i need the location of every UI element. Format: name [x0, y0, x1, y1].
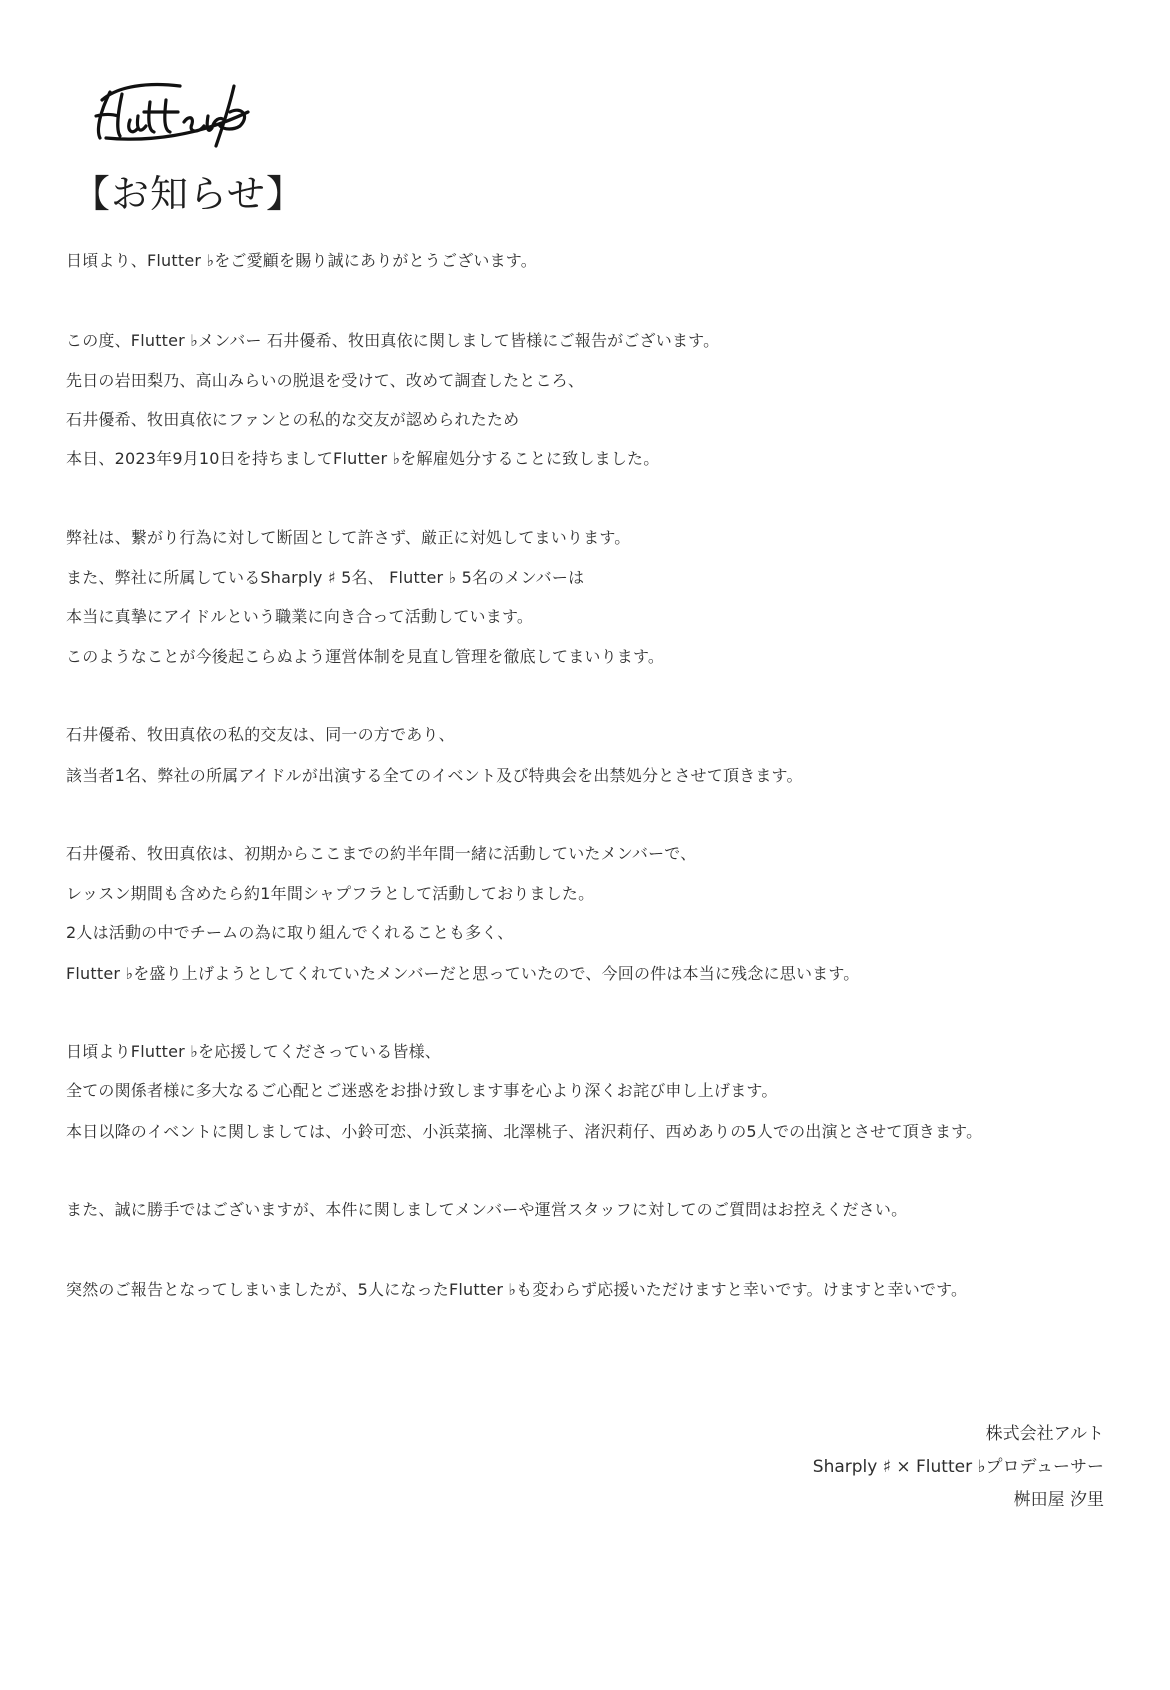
paragraph-2-line-3: 石井優希、牧田真依にファンとの私的な交友が認められたため	[66, 410, 520, 429]
notice-heading: 【お知らせ】	[72, 172, 305, 216]
paragraph-6-line-2: 全ての関係者様に多大なるご心配とご迷惑をお掛け致します事を心より深くお詫び申し上げます。	[66, 1081, 778, 1100]
paragraph-2-line-4: 本日、2023年9月10日を持ちましてFlutter ♭を解雇処分することに致しました。	[66, 449, 660, 468]
paragraph-3-line-3: 本当に真摯にアイドルという職業に向き合って活動しています。	[66, 607, 534, 626]
paragraph-6-line-1: 日頃よりFlutter ♭を応援してくださっている皆様、	[66, 1042, 441, 1061]
signature-name: 桝田屋 汐里	[1013, 1490, 1104, 1510]
paragraph-8-line-1: 突然のご報告となってしまいましたが、5人になったFlutter ♭も変わらず応援いただけますと幸いです。けますと幸いです。	[66, 1280, 968, 1299]
signature-title: Sharply ♯ × Flutter ♭プロデューサー	[812, 1457, 1104, 1477]
paragraph-5-line-4: Flutter ♭を盛り上げようとしてくれていたメンバーだと思っていたので、今回の件は本当に残念に思います。	[66, 964, 860, 983]
paragraph-6-line-3: 本日以降のイベントに関しましては、小鈴可恋、小浜菜摘、北澤桃子、渚沢莉仔、西めありの5人での出演とさせて頂きます。	[66, 1122, 983, 1141]
paragraph-5-line-3: 2人は活動の中でチームの為に取り組んでくれることも多く、	[66, 923, 514, 942]
flutter-logo	[88, 72, 258, 154]
paragraph-3-line-4: このようなことが今後起こらぬよう運営体制を見直し管理を徹底してまいります。	[66, 647, 665, 666]
paragraph-3-line-1: 弊社は、繋がり行為に対して断固として許さず、厳正に対処してまいります。	[66, 528, 631, 547]
paragraph-4-line-1: 石井優希、牧田真依の私的交友は、同一の方であり、	[66, 725, 455, 744]
paragraph-4-line-2: 該当者1名、弊社の所属アイドルが出演する全てのイベント及び特典会を出禁処分とさせて頂きます。	[66, 766, 803, 785]
paragraph-5-line-2: レッスン期間も含めたら約1年間シャプフラとして活動しておりました。	[66, 884, 595, 903]
paragraph-5-line-1: 石井優希、牧田真依は、初期からここまでの約半年間一緒に活動していたメンバーで、	[66, 844, 697, 863]
paragraph-2-line-1: この度、Flutter ♭メンバー 石井優希、牧田真依に関しまして皆様にご報告がございます。	[66, 331, 720, 350]
flutter-flat-logo-icon	[88, 72, 258, 154]
signature-company: 株式会社アルト	[985, 1424, 1104, 1444]
paragraph-7-line-1: また、誠に勝手ではございますが、本件に関しましてメンバーや運営スタッフに対してのご質問はお控えください。	[66, 1200, 908, 1219]
paragraph-3-line-2: また、弊社に所属しているSharply ♯ 5名、 Flutter ♭ 5名のメンバーは	[66, 568, 585, 587]
paragraph-2-line-2: 先日の岩田梨乃、高山みらいの脱退を受けて、改めて調査したところ、	[66, 371, 585, 390]
paragraph-1-line-1: 日頃より、Flutter ♭をご愛顧を賜り誠にありがとうございます。	[66, 251, 537, 270]
logo-script-stroke	[96, 85, 248, 146]
